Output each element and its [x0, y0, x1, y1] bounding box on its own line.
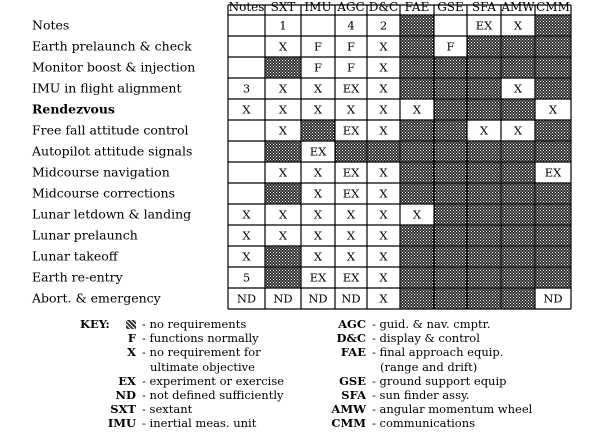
matrix-cell: X [313, 186, 323, 201]
hatched-cell [434, 183, 467, 204]
matrix-cell: 4 [347, 18, 355, 33]
key-abbr: X [127, 345, 136, 360]
hatched-cell [501, 36, 535, 57]
key-entry [326, 332, 480, 345]
matrix-cell: X [379, 39, 388, 54]
hatched-cell [501, 141, 535, 162]
key-abbr: D&C [336, 331, 366, 346]
matrix-cell: EX [309, 270, 327, 285]
key-abbr: ND [115, 388, 136, 402]
hatched-cell [501, 57, 535, 78]
matrix-cell: X [379, 102, 388, 117]
matrix-cell: X [278, 81, 288, 96]
hatched-cell [434, 288, 467, 309]
hatched-cell [400, 36, 434, 57]
key-description: - inertial meas. unit [142, 416, 257, 431]
matrix-cell: X [379, 249, 388, 264]
hatched-cell [434, 57, 467, 78]
hatched-cell [434, 267, 467, 288]
key-entry [88, 403, 192, 416]
hatched-cell [501, 288, 535, 309]
matrix-cell: X [278, 165, 288, 180]
key-description: - not defined sufficiently [142, 388, 284, 402]
legend-key [0, 314, 600, 436]
hatch-swatch-icon [126, 320, 136, 329]
matrix-cell: X [379, 123, 388, 138]
key-description: - angular momentum wheel [372, 402, 533, 417]
hatched-cell [501, 204, 535, 225]
hatched-cell [400, 57, 434, 78]
column-header-cmm: CMM [536, 0, 570, 14]
matrix-cell: X [278, 207, 288, 222]
hatched-cell [400, 288, 434, 309]
key-description: - experiment or exercise [142, 373, 285, 388]
matrix-cell: X [479, 123, 489, 138]
key-abbr: AMW [331, 402, 366, 417]
hatched-cell [535, 120, 571, 141]
hatched-cell [434, 162, 467, 183]
matrix-cell: X [313, 165, 323, 180]
hatched-cell [467, 204, 501, 225]
matrix-cell: X [379, 270, 388, 285]
hatched-cell [400, 183, 434, 204]
matrix-cell: X [242, 102, 251, 117]
key-description: - sextant [142, 402, 193, 417]
matrix-cell: X [548, 102, 558, 117]
key-entry [326, 346, 503, 359]
hatched-cell [501, 225, 535, 246]
hatched-cell [501, 183, 535, 204]
matrix-cell: X [242, 249, 251, 264]
matrix-cell: F [347, 39, 355, 54]
row-label-monitor-boost-and-injection: Monitor boost & injection [32, 59, 196, 75]
hatched-cell [434, 120, 467, 141]
key-entry [326, 417, 475, 430]
hatched-cell [467, 57, 501, 78]
hatched-cell [535, 78, 571, 99]
matrix-cell: X [379, 81, 388, 96]
matrix-cell: X [346, 228, 356, 243]
hatched-cell [434, 99, 467, 120]
key-entry [326, 318, 490, 331]
column-header-fae: FAE [404, 0, 430, 14]
hatched-cell [301, 120, 335, 141]
matrix-cell: X [513, 18, 523, 33]
matrix-cell: X [379, 228, 388, 243]
matrix-cell: EX [544, 165, 562, 180]
matrix-cell: ND [341, 291, 361, 306]
hatched-cell [467, 162, 501, 183]
matrix-cell: X [346, 207, 356, 222]
hatched-cell [535, 246, 571, 267]
key-entry [88, 318, 246, 331]
row-label-rendezvous: Rendezvous [32, 101, 115, 117]
hatched-cell [535, 204, 571, 225]
matrix-cell: X [313, 81, 323, 96]
row-label-lunar-letdown-and-landing: Lunar letdown & landing [32, 206, 192, 222]
key-description: - no requirement for [142, 345, 261, 360]
hatched-cell [467, 99, 501, 120]
matrix-cell: X [278, 102, 288, 117]
matrix-cell: X [513, 123, 523, 138]
row-label-autopilot-attitude-signals: Autopilot attitude signals [32, 143, 193, 159]
hatched-cell [400, 225, 434, 246]
matrix-cell: X [379, 60, 388, 75]
matrix-cell: EX [342, 81, 360, 96]
hatched-cell [467, 267, 501, 288]
key-entry [88, 375, 284, 388]
hatched-cell [535, 36, 571, 57]
matrix-cell: 2 [379, 18, 388, 33]
matrix-cell: EX [475, 18, 493, 33]
hatched-cell [265, 57, 301, 78]
hatched-cell [535, 225, 571, 246]
key-description: ultimate objective [150, 359, 255, 374]
key-description: - no requirements [142, 317, 247, 331]
key-description: - sun finder assy. [372, 388, 470, 402]
matrix-cell: X [313, 228, 323, 243]
hatched-cell [467, 141, 501, 162]
key-description: - communications [372, 416, 476, 431]
matrix-cell: X [278, 228, 288, 243]
matrix-cell: X [278, 39, 288, 54]
row-label-earth-re-entry: Earth re-entry [32, 269, 123, 285]
key-description: - guid. & nav. cmptr. [372, 317, 491, 331]
matrix-cell: EX [309, 144, 327, 159]
hatched-cell [535, 267, 571, 288]
hatched-cell [434, 204, 467, 225]
hatched-cell [535, 57, 571, 78]
matrix-cell: X [412, 102, 422, 117]
matrix-cell: X [379, 186, 388, 201]
hatched-cell [535, 183, 571, 204]
hatched-cell [400, 246, 434, 267]
key-abbr: SXT [110, 402, 136, 417]
matrix-cell: X [242, 207, 251, 222]
key-entry [326, 375, 507, 388]
hatched-cell [434, 78, 467, 99]
hatched-cell [400, 120, 434, 141]
key-description: - ground support equip [372, 373, 507, 388]
key-entry [326, 361, 477, 374]
matrix-cell: X [379, 291, 388, 306]
hatched-cell [467, 183, 501, 204]
hatched-cell [400, 141, 434, 162]
hatch-swatch-icon [88, 318, 136, 331]
column-header-dandc: D&C [368, 0, 399, 14]
matrix-cell: X [379, 207, 388, 222]
column-header-agc: AGC [337, 0, 365, 14]
key-description: (range and drift) [380, 359, 478, 374]
matrix-cell: EX [342, 186, 360, 201]
matrix-cell: X [278, 123, 288, 138]
row-label-lunar-prelaunch: Lunar prelaunch [32, 227, 138, 243]
key-description: - final approach equip. [372, 345, 504, 360]
key-title: KEY: [80, 317, 110, 331]
row-label-imu-in-flight-alignment: IMU in flight alignment [32, 80, 182, 96]
hatched-cell [434, 246, 467, 267]
hatched-cell [535, 141, 571, 162]
hatched-cell [467, 225, 501, 246]
column-header-notes: Notes [228, 0, 265, 14]
matrix-cell: X [379, 165, 388, 180]
hatched-cell [400, 78, 434, 99]
matrix-cell: EX [342, 165, 360, 180]
key-entry [326, 389, 470, 402]
matrix-cell: X [313, 102, 323, 117]
matrix-cell: X [412, 207, 422, 222]
hatched-cell [467, 246, 501, 267]
key-abbr: AGC [338, 317, 366, 331]
matrix-cell: X [513, 81, 523, 96]
row-label-lunar-takeoff: Lunar takeoff [32, 248, 118, 264]
matrix-cell: ND [273, 291, 293, 306]
hatched-cell [265, 267, 301, 288]
key-entry [88, 417, 256, 430]
key-entry [88, 389, 284, 402]
key-description: - display & control [372, 331, 480, 346]
column-header-imu: IMU [304, 0, 332, 14]
row-label-free-fall-attitude-control: Free fall attitude control [32, 122, 189, 138]
column-header-amw: AMW [501, 0, 535, 14]
matrix-cell: F [446, 39, 455, 54]
hatched-cell [467, 288, 501, 309]
row-label-midcourse-navigation: Midcourse navigation [32, 164, 170, 180]
key-entry [326, 403, 532, 416]
hatched-cell [535, 15, 571, 36]
hatched-cell [400, 15, 434, 36]
matrix-cell: EX [342, 270, 360, 285]
key-abbr: FAE [340, 345, 366, 360]
key-entry [88, 346, 261, 359]
hatched-cell [467, 78, 501, 99]
hatched-cell [467, 36, 501, 57]
key-entry [88, 332, 259, 345]
hatched-cell [434, 141, 467, 162]
hatched-cell [501, 267, 535, 288]
hatched-cell [265, 183, 301, 204]
column-header-gse: GSE [437, 0, 464, 14]
hatched-cell [400, 162, 434, 183]
row-label-notes: Notes [32, 17, 70, 33]
hatched-cell [501, 99, 535, 120]
matrix-cell: ND [308, 291, 328, 306]
matrix-cell: F [314, 60, 322, 75]
hatched-cell [501, 162, 535, 183]
matrix-cell: F [347, 60, 355, 75]
matrix-cell: X [346, 102, 356, 117]
column-header-sxt: SXT [270, 0, 296, 14]
key-description: - functions normally [142, 331, 259, 346]
hatched-cell [434, 225, 467, 246]
row-label-midcourse-corrections: Midcourse corrections [32, 185, 176, 201]
key-abbr: GSE [339, 373, 366, 388]
matrix-cell: ND [236, 291, 257, 306]
key-abbr: CMM [331, 416, 366, 431]
column-header-sfa: SFA [471, 0, 497, 14]
matrix-cell: EX [342, 123, 360, 138]
hatched-cell [400, 267, 434, 288]
key-abbr: F [127, 331, 136, 346]
key-entry [88, 361, 255, 374]
matrix-cell: 5 [242, 270, 251, 285]
key-abbr: EX [118, 373, 136, 388]
matrix-cell: X [242, 228, 251, 243]
hatched-cell [367, 141, 400, 162]
matrix-cell: 1 [279, 18, 287, 33]
hatched-cell [501, 246, 535, 267]
hatched-cell [265, 246, 301, 267]
hatched-cell [265, 141, 301, 162]
key-abbr: IMU [107, 416, 136, 431]
matrix-cell: X [313, 207, 323, 222]
matrix-cell: 3 [242, 81, 251, 96]
hatched-cell [335, 141, 367, 162]
row-label-abort-and-emergency: Abort. & emergency [32, 290, 161, 306]
matrix-cell: X [313, 249, 323, 264]
row-label-earth-prelaunch-and-check: Earth prelaunch & check [32, 38, 192, 54]
key-abbr: SFA [341, 388, 366, 402]
matrix-cell: ND [543, 291, 563, 306]
matrix-cell: X [346, 249, 356, 264]
matrix-cell: F [314, 39, 322, 54]
